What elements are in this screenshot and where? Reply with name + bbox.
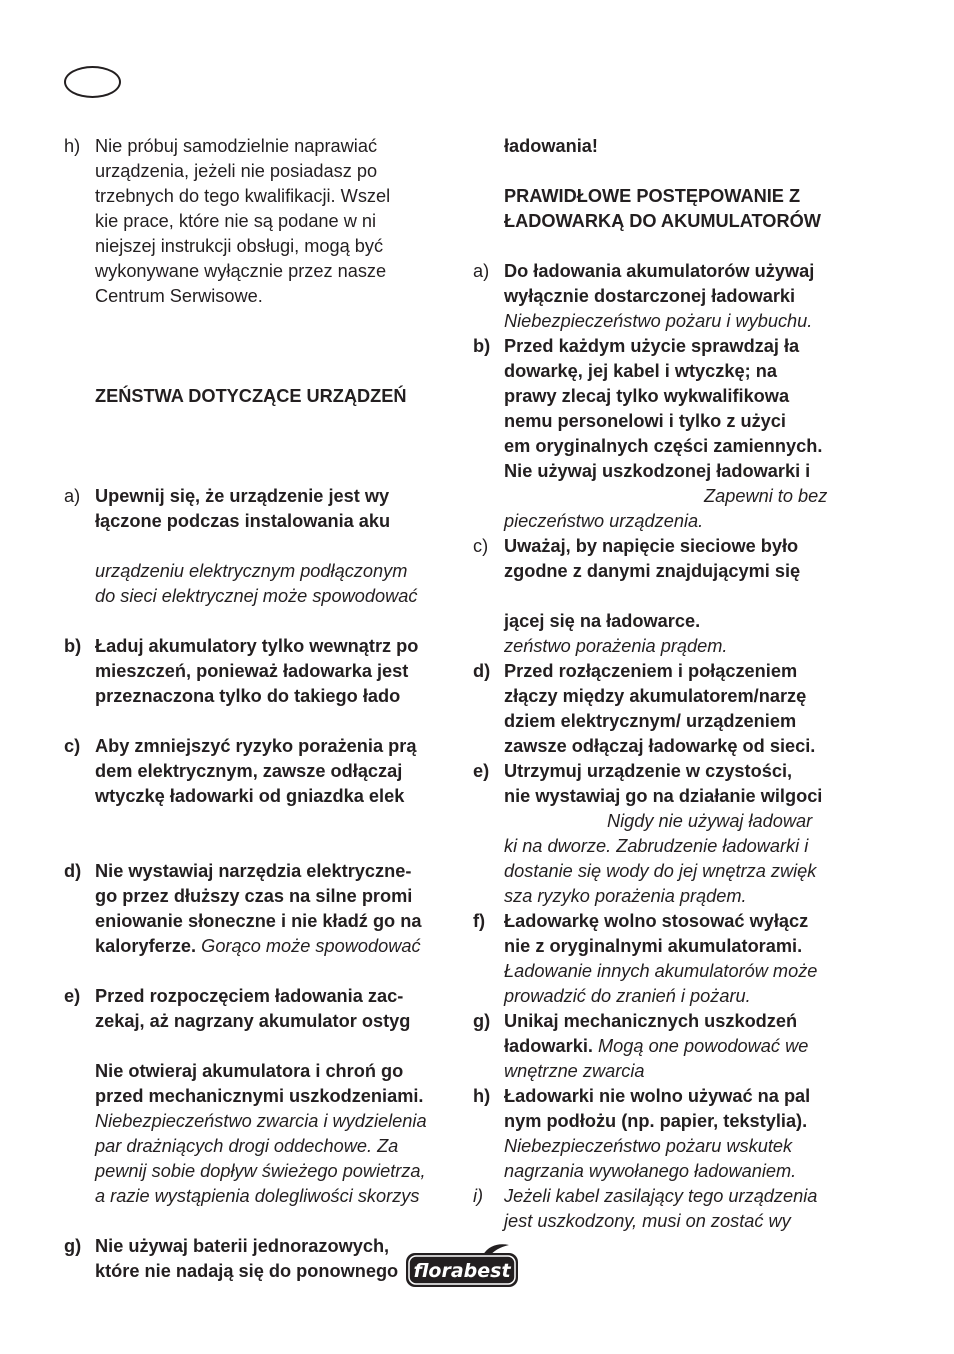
text-line: Centrum Serwisowe. [95,286,263,306]
item-e [473,759,873,909]
text-line: nemu personelowi i tylko z użyci [504,411,786,431]
text-line: Ładowanie innych akumulatorów może [504,961,818,981]
text-line: em oryginalnych części zamiennych. [504,436,823,456]
item-marker: a) [64,486,81,506]
florabest-logo [405,1243,519,1296]
item-marker: e) [64,986,81,1006]
left-column [64,134,456,1284]
section-heading: PRAWIDŁOWE POSTĘPOWANIE Z [504,186,801,206]
text-line: Nie wystawiaj narzędzia elektryczne- [95,861,412,881]
text-line: wykonywane wyłącznie przez nasze [95,261,387,281]
text-line: zeństwo porażenia prądem. [504,636,728,656]
text-line: Przed rozłączeniem i połączeniem [504,661,798,681]
item-marker: i) [473,1186,484,1206]
item-marker: f) [473,911,486,931]
logo-text: florabest [413,1260,511,1282]
text-line: wnętrzne zwarcia [504,1061,645,1081]
item-marker: c) [64,736,81,756]
text-line: Ładuj akumulatory tylko wewnątrz po [95,636,419,656]
text-line: prawy zlecaj tylko wykwalifikowa [504,386,790,406]
item-marker: b) [64,636,82,656]
text-line: eniowanie słoneczne i nie kładź go na [95,911,422,931]
item-marker: h) [64,136,81,156]
text-line: nym podłożu (np. papier, tekstylia). [504,1111,808,1131]
item-i [473,1184,873,1234]
text-line: prowadzić do zranień i pożaru. [504,986,751,1006]
text-line: łączone podczas instalowania aku [95,511,391,531]
text-line: dziem elektrycznym/ urządzeniem [504,711,797,731]
text-line: nie z oryginalnymi akumulatorami. [504,936,803,956]
text-line: zawsze odłączaj ładowarkę od sieci. [504,736,816,756]
text-line: ki na dworze. Zabrudzenie ładowarki i [504,836,809,856]
item-marker: a) [473,261,490,281]
text-line: Niebezpieczeństwo zwarcia i wydzielenia [95,1111,427,1131]
text-line: zekaj, aż nagrzany akumulator ostyg [95,1011,411,1031]
text-line: go przez dłuższy czas na silne promi [95,886,413,906]
text-line: Niebezpieczeństwo pożaru i wybuchu. [504,311,813,331]
language-marker-oval [64,66,121,98]
item-b [473,334,873,534]
text-line: Nie próbuj samodzielnie naprawiać [95,136,378,156]
text-line: pewnij sobie dopływ świeżego powietrza, [95,1161,426,1181]
text-line: mieszczeń, ponieważ ładowarka jest [95,661,409,681]
item-marker: h) [473,1086,491,1106]
text-line: dowarkę, jej kabel i wtyczkę; na [504,361,777,381]
item-marker: g) [64,1236,82,1256]
text-line: par drażniących drogi oddechowe. Za [95,1136,399,1156]
item-e [64,984,456,1209]
item-marker: g) [473,1011,491,1031]
item-a [473,259,873,334]
italic-run: Mogą one powodować we [598,1036,809,1056]
item-h [64,134,456,309]
item-c [473,534,873,659]
item-f [473,909,873,1009]
item-g [64,1234,456,1284]
text-line: złączy między akumulatorem/narzę [504,686,807,706]
text-line: do sieci elektrycznej może spowodować [95,586,418,606]
text-line: jest uszkodzony, musi on zostać wy [504,1211,791,1231]
text-line: Przed każdym użycie sprawdzaj ła [504,336,800,356]
item-g [473,1009,873,1084]
text-line: Aby zmniejszyć ryzyko porażenia prą [95,736,417,756]
text-line: sza ryzyko porażenia prądem. [504,886,747,906]
text-line: Przed rozpoczęciem ładowania zac- [95,986,404,1006]
item-d [473,659,873,759]
text-line: urządzenia, jeżeli nie posiadasz po [95,161,378,181]
text-line: ładowania! [504,136,598,156]
text-line: urządzeniu elektrycznym podłączonym [95,561,408,581]
item-b [64,634,456,709]
text-line: niejszej instrukcji obsługi, mogą być [95,236,384,256]
item-marker: c) [473,536,489,556]
text-line: Niebezpieczeństwo pożaru wskutek [504,1136,793,1156]
text-line: Uważaj, by napięcie sieciowe było [504,536,799,556]
bold-run: ładowarki. [504,1036,593,1056]
text-line: zgodne z danymi znajdującymi się [504,561,801,581]
bold-run: kaloryferze. [95,936,197,956]
item-h [473,1084,873,1184]
text-line: Utrzymuj urządzenie w czystości, [504,761,793,781]
item-d [64,859,456,959]
item-c [64,734,456,809]
text-line: Zapewni to bez [704,486,828,506]
text-line: przed mechanicznymi uszkodzeniami. [95,1086,424,1106]
text-line: jącej się na ładowarce. [504,611,701,631]
text-line: Unikaj mechanicznych uszkodzeń [504,1011,798,1031]
text-line: pieczeństwo urządzenia. [504,511,704,531]
text-line: a razie wystąpienia dolegliwości skorzys [95,1186,420,1206]
text-line: Ładowarkę wolno stosować wyłącz [504,911,809,931]
text-line: trzebnych do tego kwalifikacji. Wszel [95,186,391,206]
text-line: przeznaczona tylko do takiego łado [95,686,401,706]
text-line: kie prace, które nie są podane w ni [95,211,377,231]
text-line: Ładowarki nie wolno używać na pal [504,1086,811,1106]
text-line: nie wystawiaj go na działanie wilgoci [504,786,823,806]
text-line: dem elektrycznym, zawsze odłączaj [95,761,403,781]
italic-run: Gorąco może spowodować [201,936,421,956]
text-line: Nie otwieraj akumulatora i chroń go [95,1061,404,1081]
item-marker: d) [64,861,82,881]
text-line: dostanie się wody do jej wnętrza zwięk [504,861,817,881]
text-line: które nie nadają się do ponownego [95,1261,399,1281]
section-heading: ŁADOWARKĄ DO AKUMULATORÓW [504,211,821,231]
text-line: wyłącznie dostarczonej ładowarki [504,286,796,306]
item-a [64,484,456,609]
text-line: nagrzania wywołanego ładowaniem. [504,1161,797,1181]
text-line: Nie używaj baterii jednorazowych, [95,1236,390,1256]
text-line: Nie używaj uszkodzonej ładowarki i [504,461,811,481]
item-marker: b) [473,336,491,356]
item-marker: e) [473,761,490,781]
text-line: Upewnij się, że urządzenie jest wy [95,486,390,506]
text-line: wtyczkę ładowarki od gniazdka elek [95,786,405,806]
text-line: Jeżeli kabel zasilający tego urządzenia [504,1186,818,1206]
text-line [504,1034,873,1059]
text-line: Do ładowania akumulatorów używaj [504,261,815,281]
text-line: Nigdy nie używaj ładowar [607,811,813,831]
text-line [95,934,456,959]
section-heading: ZEŃSTWA DOTYCZĄCE URZĄDZEŃ [95,386,407,406]
right-column [473,134,873,1234]
item-marker: d) [473,661,491,681]
